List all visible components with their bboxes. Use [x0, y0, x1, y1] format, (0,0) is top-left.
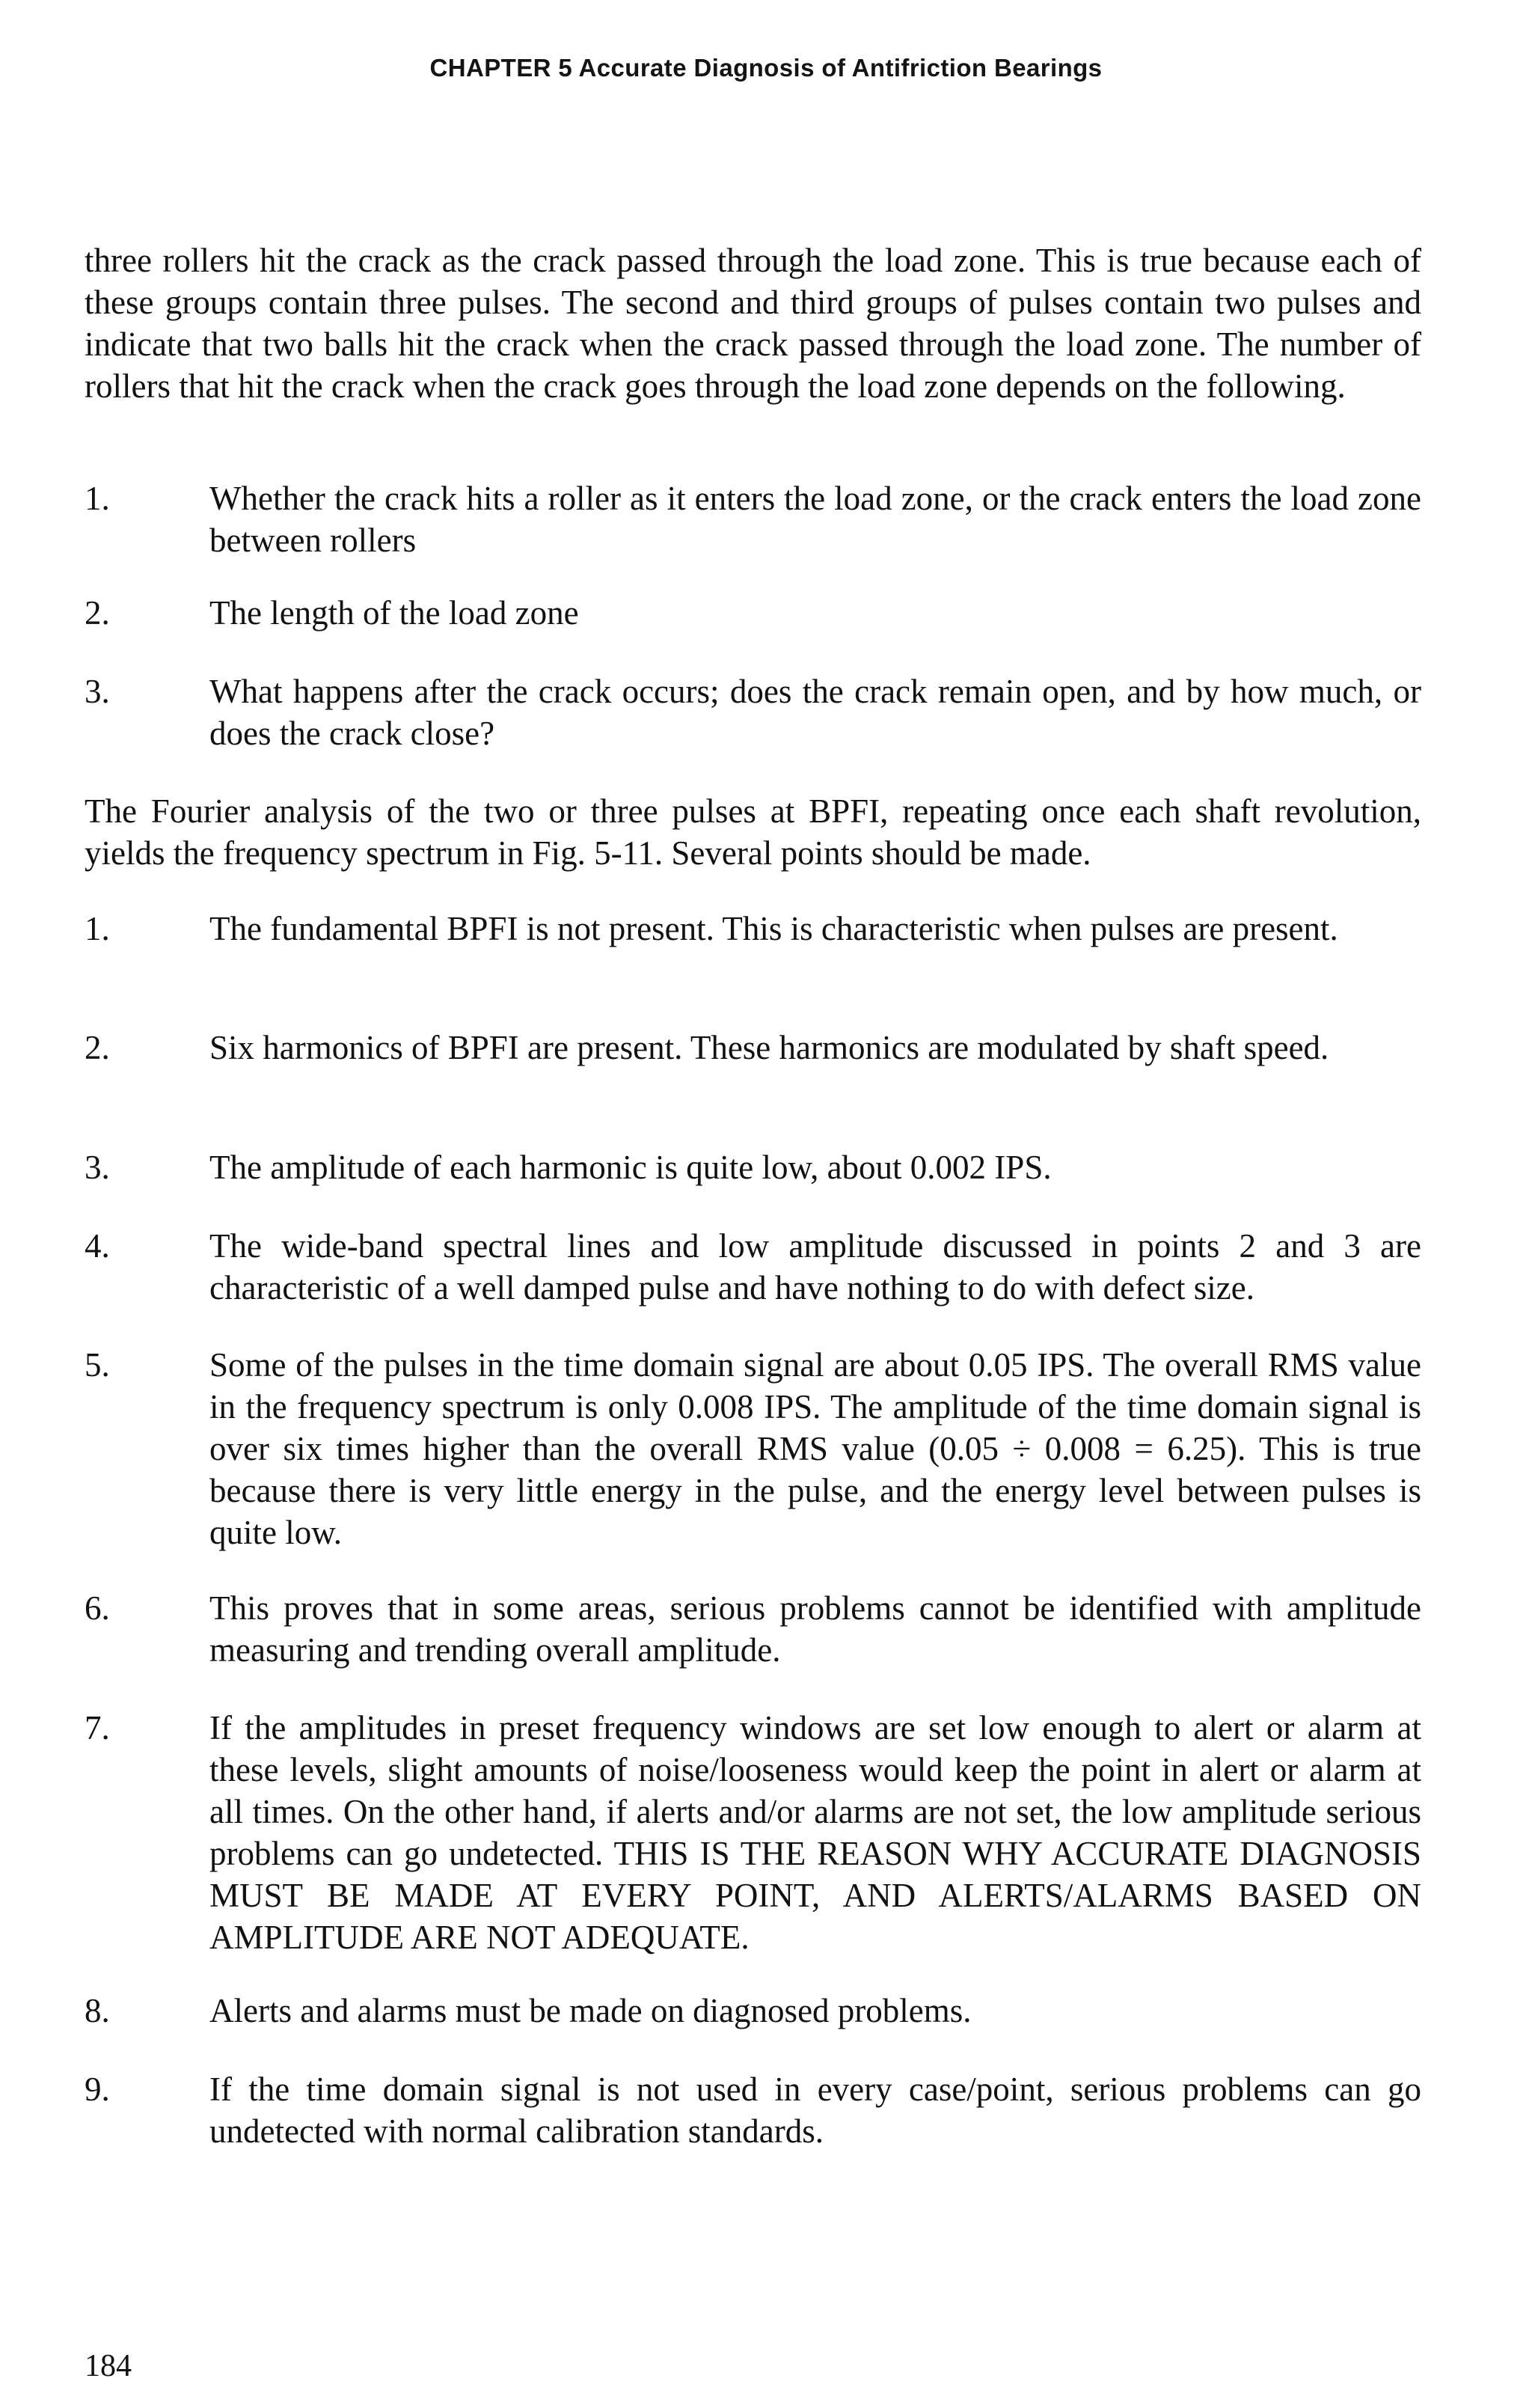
list-item-number: 2. — [85, 594, 110, 632]
intro-paragraph: three rollers hit the crack as the crack passed through the load zone. This is true because each of these groups contain three pulses. The second and third groups of pulses contain two pulses and indicate that two balls hit the crack when the crack passed through the load zone. The number of rollers that hit the crack when the crack goes through the load zone depends on the following. — [85, 242, 1421, 405]
list-item-number: 5. — [85, 1346, 110, 1384]
list-item-text: Six harmonics of BPFI are present. These harmonics are modulated by shaft speed. — [209, 1029, 1329, 1066]
list-item-text: If the amplitudes in preset frequency windows are set low enough to alert or alarm at these levels, slight amounts of noise/looseness would keep the point in alert or alarm at all times. On the other hand, if alerts and/or alarms are not set, the low amplitude serious problems can go undetected. THIS IS THE REASON WHY ACCURATE DIAGNOSIS MUST BE MADE AT EVERY POINT, AND ALERTS/ALARMS BASED ON AMPLITUDE ARE NOT ADEQUATE. — [209, 1709, 1421, 1956]
list-item-number: 3. — [85, 673, 110, 710]
list-item-number: 1. — [85, 480, 110, 517]
list-item-number: 4. — [85, 1227, 110, 1265]
fourier-paragraph: The Fourier analysis of the two or three pulses at BPFI, repeating once each shaft revolution, yields the frequency spectrum in Fig. 5-11. Several points should be made. — [85, 792, 1421, 872]
list-item-number: 6. — [85, 1589, 110, 1627]
list-item-number: 8. — [85, 1992, 110, 2029]
list-item-number: 1. — [85, 910, 110, 947]
list-item-text: If the time domain signal is not used in every case/point, serious problems can go undetected with normal calibration standards. — [209, 2071, 1421, 2150]
list-item-text: Whether the crack hits a roller as it enters the load zone, or the crack enters the load zone between rollers — [209, 480, 1421, 559]
chapter-running-header: CHAPTER 5 Accurate Diagnosis of Antifriction Bearings — [429, 54, 1103, 82]
list-item-text: This proves that in some areas, serious problems cannot be identified with amplitude measuring and trending overall amplitude. — [209, 1589, 1421, 1669]
list-item-text: Alerts and alarms must be made on diagnosed problems. — [209, 1992, 972, 2029]
list-item-text: The amplitude of each harmonic is quite low, about 0.002 IPS. — [209, 1149, 1052, 1186]
list-item-number: 3. — [85, 1149, 110, 1186]
list-item-text: What happens after the crack occurs; does the crack remain open, and by how much, or does the crack close? — [209, 673, 1421, 752]
list-item-number: 2. — [85, 1029, 110, 1066]
list-item-text: The fundamental BPFI is not present. This is characteristic when pulses are present. — [209, 910, 1338, 947]
list-item-text: Some of the pulses in the time domain signal are about 0.05 IPS. The overall RMS value in the frequency spectrum is only 0.008 IPS. The amplitude of the time domain signal is over six times higher than the overall RMS value (0.05 ÷ 0.008 = 6.25). This is true because there is very little energy in the pulse, and the energy level between pulses is quite low. — [209, 1346, 1421, 1551]
list-item-text: The wide-band spectral lines and low amplitude discussed in points 2 and 3 are characteristic of a well damped pulse and have nothing to do with defect size. — [209, 1227, 1421, 1307]
list-item-number: 7. — [85, 1709, 110, 1747]
page-number: 184 — [85, 2349, 132, 2383]
list-item-text: The length of the load zone — [209, 594, 579, 632]
list-item-number: 9. — [85, 2071, 110, 2108]
